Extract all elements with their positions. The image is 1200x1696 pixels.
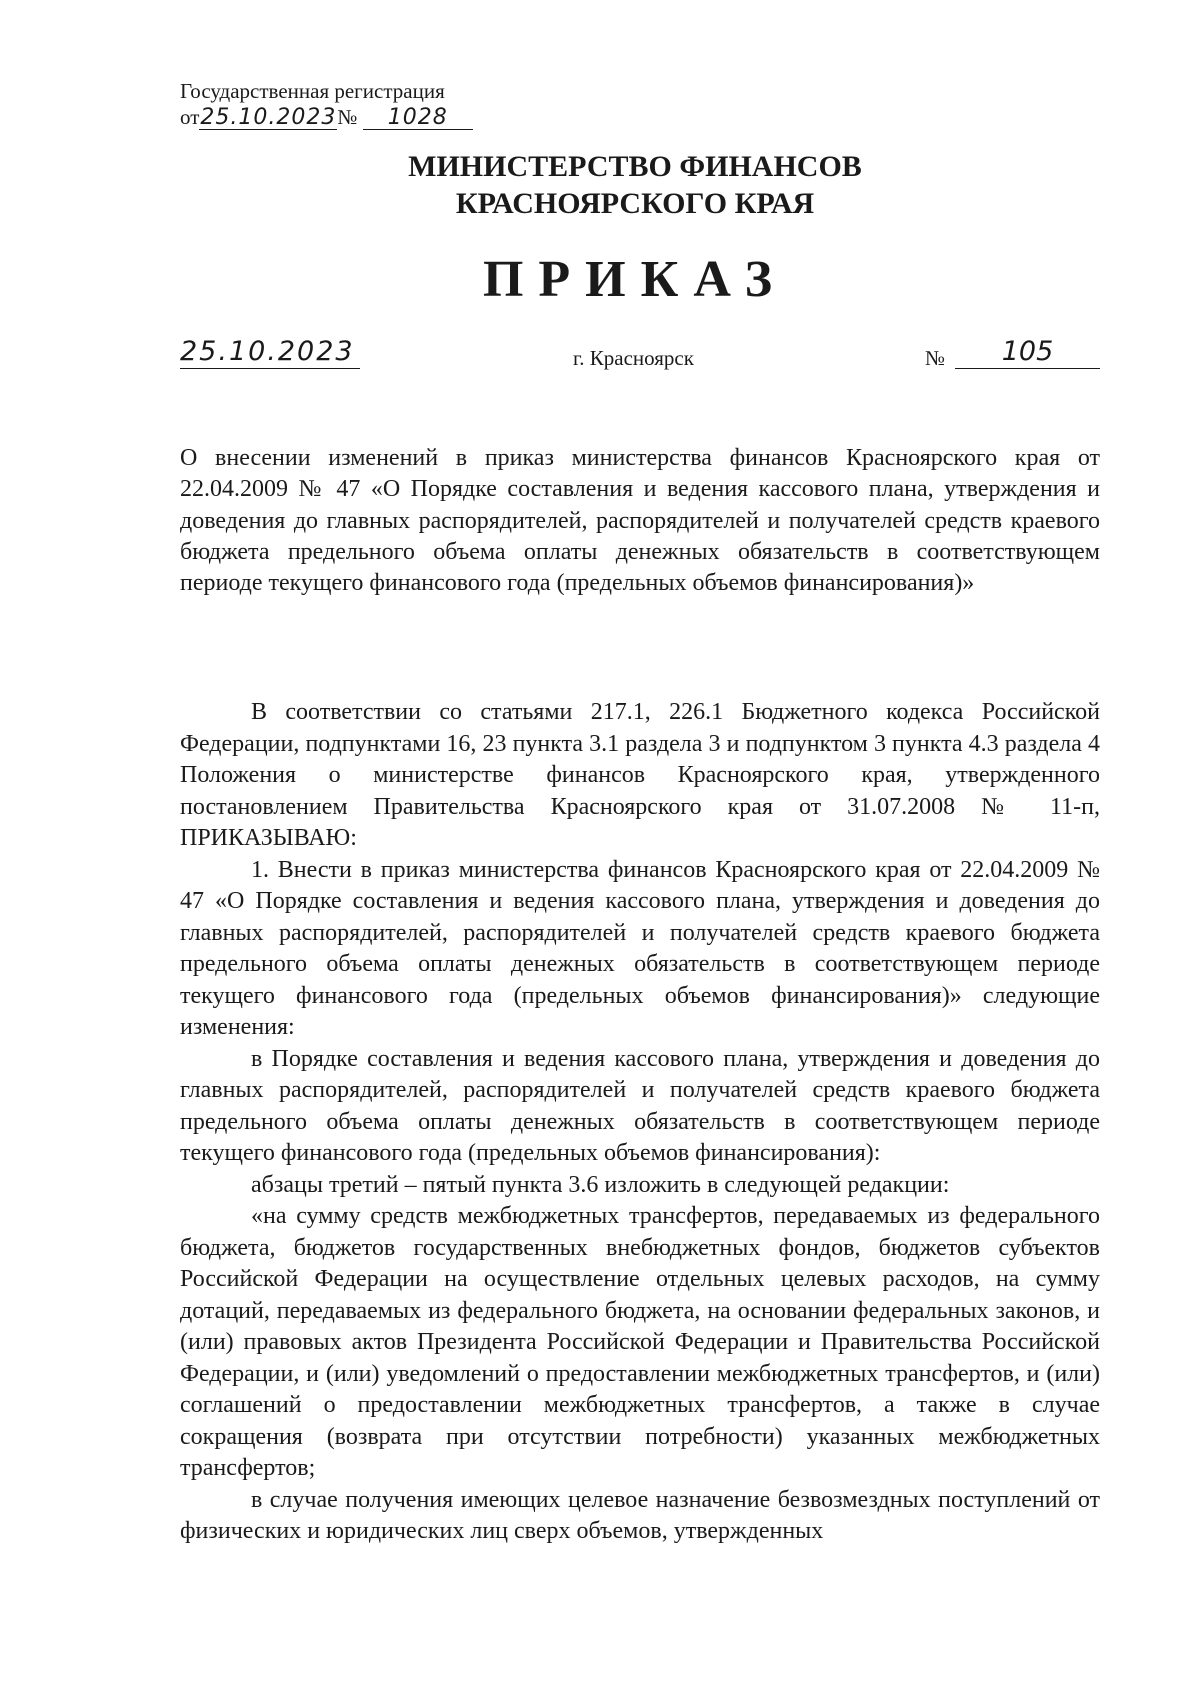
body-paragraph-6: в случае получения имеющих целевое назначение безвозмездных поступлений от физических и юридических лиц сверх объемов, утвержденных: [180, 1486, 1100, 1544]
order-date: 25.10.2023: [180, 336, 360, 369]
registration-details: [180, 104, 473, 130]
ministry-title-line-1: МИНИСТЕРСТВО ФИНАНСОВ: [408, 150, 862, 183]
registration-from-label: от: [180, 105, 200, 129]
body-paragraph-1: В соответствии со статьями 217.1, 226.1 Бюджетного кодекса Российской Федерации, подпунктами 16, 23 пункта 3.1 раздела 3 и подпунктом 3 пункта 4.3 раздела 4 Положения о министерстве финансов Красноярского края, утвержденного постановлением Правительства Красноярского края от 31.07.2008 № 11-п, ПРИКАЗЫВАЮ:: [180, 699, 1100, 851]
ministry-title-line-2: КРАСНОЯРСКОГО КРАЯ: [455, 187, 815, 220]
order-city: г. Красноярск: [573, 346, 694, 370]
order-number: 105: [955, 336, 1100, 369]
body-paragraph-3: в Порядке составления и ведения кассового плана, утверждения и доведения до главных распорядителей, распорядителей и получателей средств краевого бюджета предельного объема оплаты денежных обязательств в соответствующем периоде текущего финансового года (предельных объемов финансирования):: [180, 1045, 1100, 1166]
order-number-label: №: [925, 346, 946, 370]
state-registration-stamp: [180, 78, 473, 130]
registration-date: 25.10.2023: [200, 105, 337, 130]
order-requisites: [180, 336, 1100, 378]
registration-no-label: №: [337, 105, 358, 129]
registration-number: 1028: [363, 107, 473, 130]
order-body: [180, 697, 1100, 1548]
body-paragraph-4: абзацы третий – пятый пункта 3.6 изложить в следующей редакции:: [251, 1171, 950, 1198]
registration-title: Государственная регистрация: [180, 79, 445, 103]
body-paragraph-5: «на сумму средств межбюджетных трансфертов, передаваемых из федерального бюджета, бюджетов государственных внебюджетных фондов, бюджетов субъектов Российской Федерации на осуществление отдельных целевых расходов, на сумму дотаций, передаваемых из федерального бюджета, на основании федеральных законов, и (или) правовых актов Президента Российской Федерации и Правительства Российской Федерации, и (или) уведомлений о предоставлении межбюджетных трансфертов, и (или) соглашений о предоставлении межбюджетных трансфертов, а также в случае сокращения (возврата при отсутствии потребности) указанных межбюджетных трансфертов;: [180, 1203, 1100, 1481]
body-paragraph-2: 1. Внести в приказ министерства финансов Красноярского края от 22.04.2009 № 47 «О Порядке составления и ведения кассового плана, утверждения и доведения до главных распорядителей, распорядителей и получателей средств краевого бюджета предельного объема оплаты денежных обязательств в соответствующем периоде текущего финансового года (предельных объемов финансирования)» следующие изменения:: [180, 856, 1100, 1040]
document-type-heading: ПРИКАЗ: [482, 251, 788, 308]
order-subject: О внесении изменений в приказ министерства финансов Красноярского края от 22.04.2009 № 47 «О Порядке составления и ведения кассового плана, утверждения и доведения до главных распорядителей, распорядителей и получателей средств краевого бюджета предельного объема оплаты денежных обязательств в соответствующем периоде текущего финансового года (предельных объемов финансирования)»: [180, 445, 1100, 597]
ministry-title: [0, 148, 1200, 222]
